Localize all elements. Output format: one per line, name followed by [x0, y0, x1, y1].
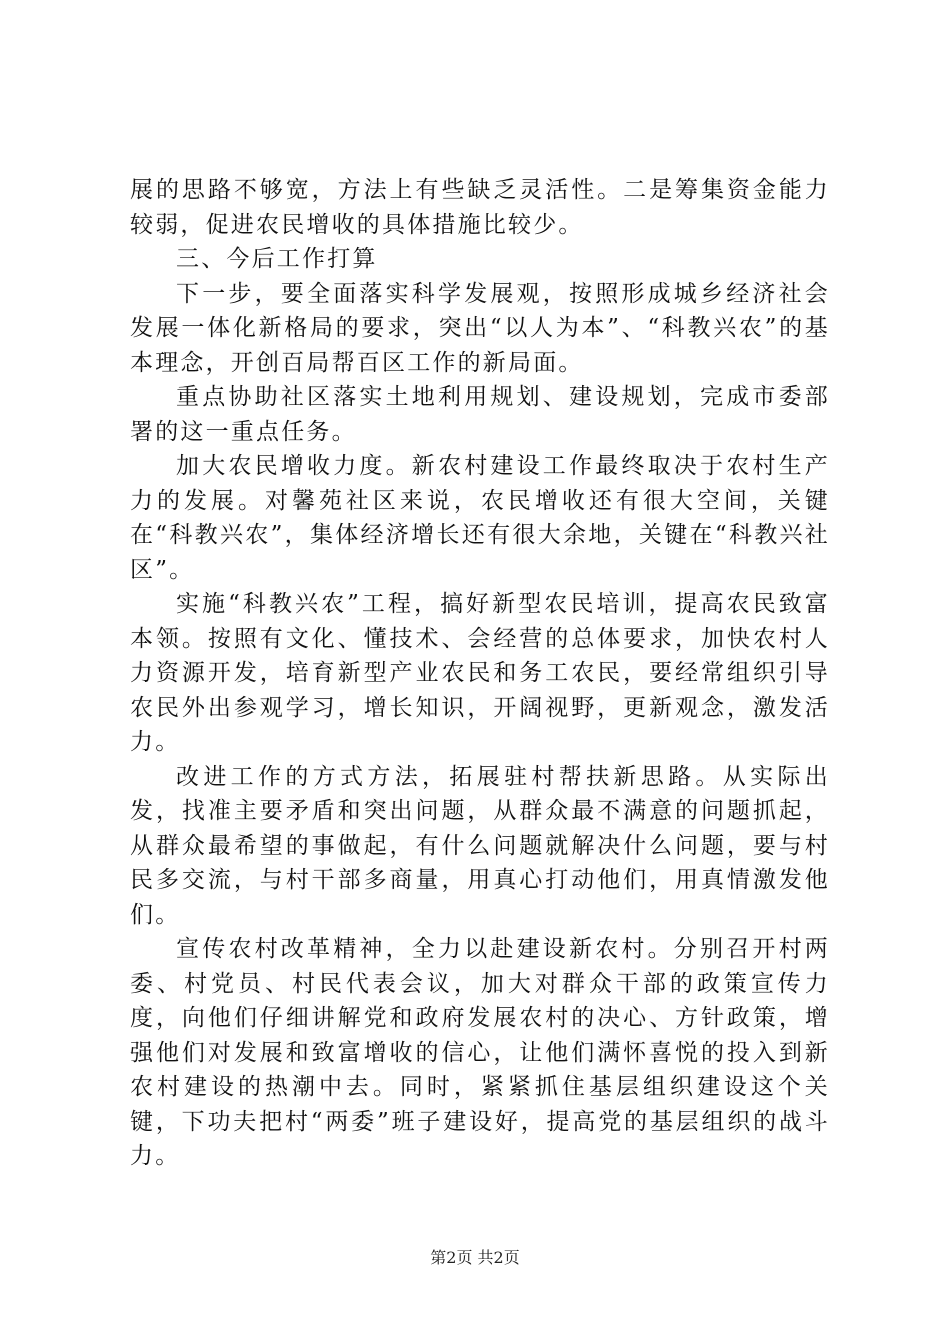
- paragraph-7: 改进工作的方式方法，拓展驻村帮扶新思路。从实际出发，找准主要矛盾和突出问题，从群众最不满意的问题抓起，从群众最希望的事做起，有什么问题就解决什么问题，要与村民多交流，与村干部多商量，用真心打动他们，用真情激发他们。: [130, 763, 830, 928]
- document-body: [130, 173, 830, 1174]
- paragraph-6: 实施“科教兴农”工程，搞好新型农民培训，提高农民致富本领。按照有文化、懂技术、会经营的总体要求，加快农村人力资源开发，培育新型产业农民和务工农民，要经常组织引导农民外出参观学习，增长知识，开阔视野，更新观念，激发活力。: [130, 591, 830, 755]
- paragraph-4: 重点协助社区落实土地利用规划、建设规划，完成市委部署的这一重点任务。: [130, 384, 830, 445]
- paragraph-8: 宣传农村改革精神，全力以赴建设新农村。分别召开村两委、村党员、村民代表会议，加大对群众干部的政策宣传力度，向他们仔细讲解党和政府发展农村的决心、方针政策，增强他们对发展和致富增收的信心，让他们满怀喜悦的投入到新农村建设的热潮中去。同时，紧紧抓住基层组织建设这个关键，下功夫把村“两委”班子建设好，提高党的基层组织的战斗力。: [130, 936, 830, 1169]
- section-heading: 三、今后工作打算: [176, 246, 378, 272]
- page-number-label: 第2页 共2页: [430, 1248, 520, 1267]
- paragraph-5: 加大农民增收力度。新农村建设工作最终取决于农村生产力的发展。对馨苑社区来说，农民增收还有很大空间，关键在“科教兴农”，集体经济增长还有很大余地，关键在“科教兴社区”。: [130, 453, 830, 583]
- paragraph-1: 展的思路不够宽，方法上有些缺乏灵活性。二是筹集资金能力较弱，促进农民增收的具体措施比较少。: [130, 177, 830, 238]
- page-footer: [0, 1245, 950, 1268]
- paragraph-3: 下一步，要全面落实科学发展观，按照形成城乡经济社会发展一体化新格局的要求，突出“以人为本”、“科教兴农”的基本理念，开创百局帮百区工作的新局面。: [130, 280, 830, 376]
